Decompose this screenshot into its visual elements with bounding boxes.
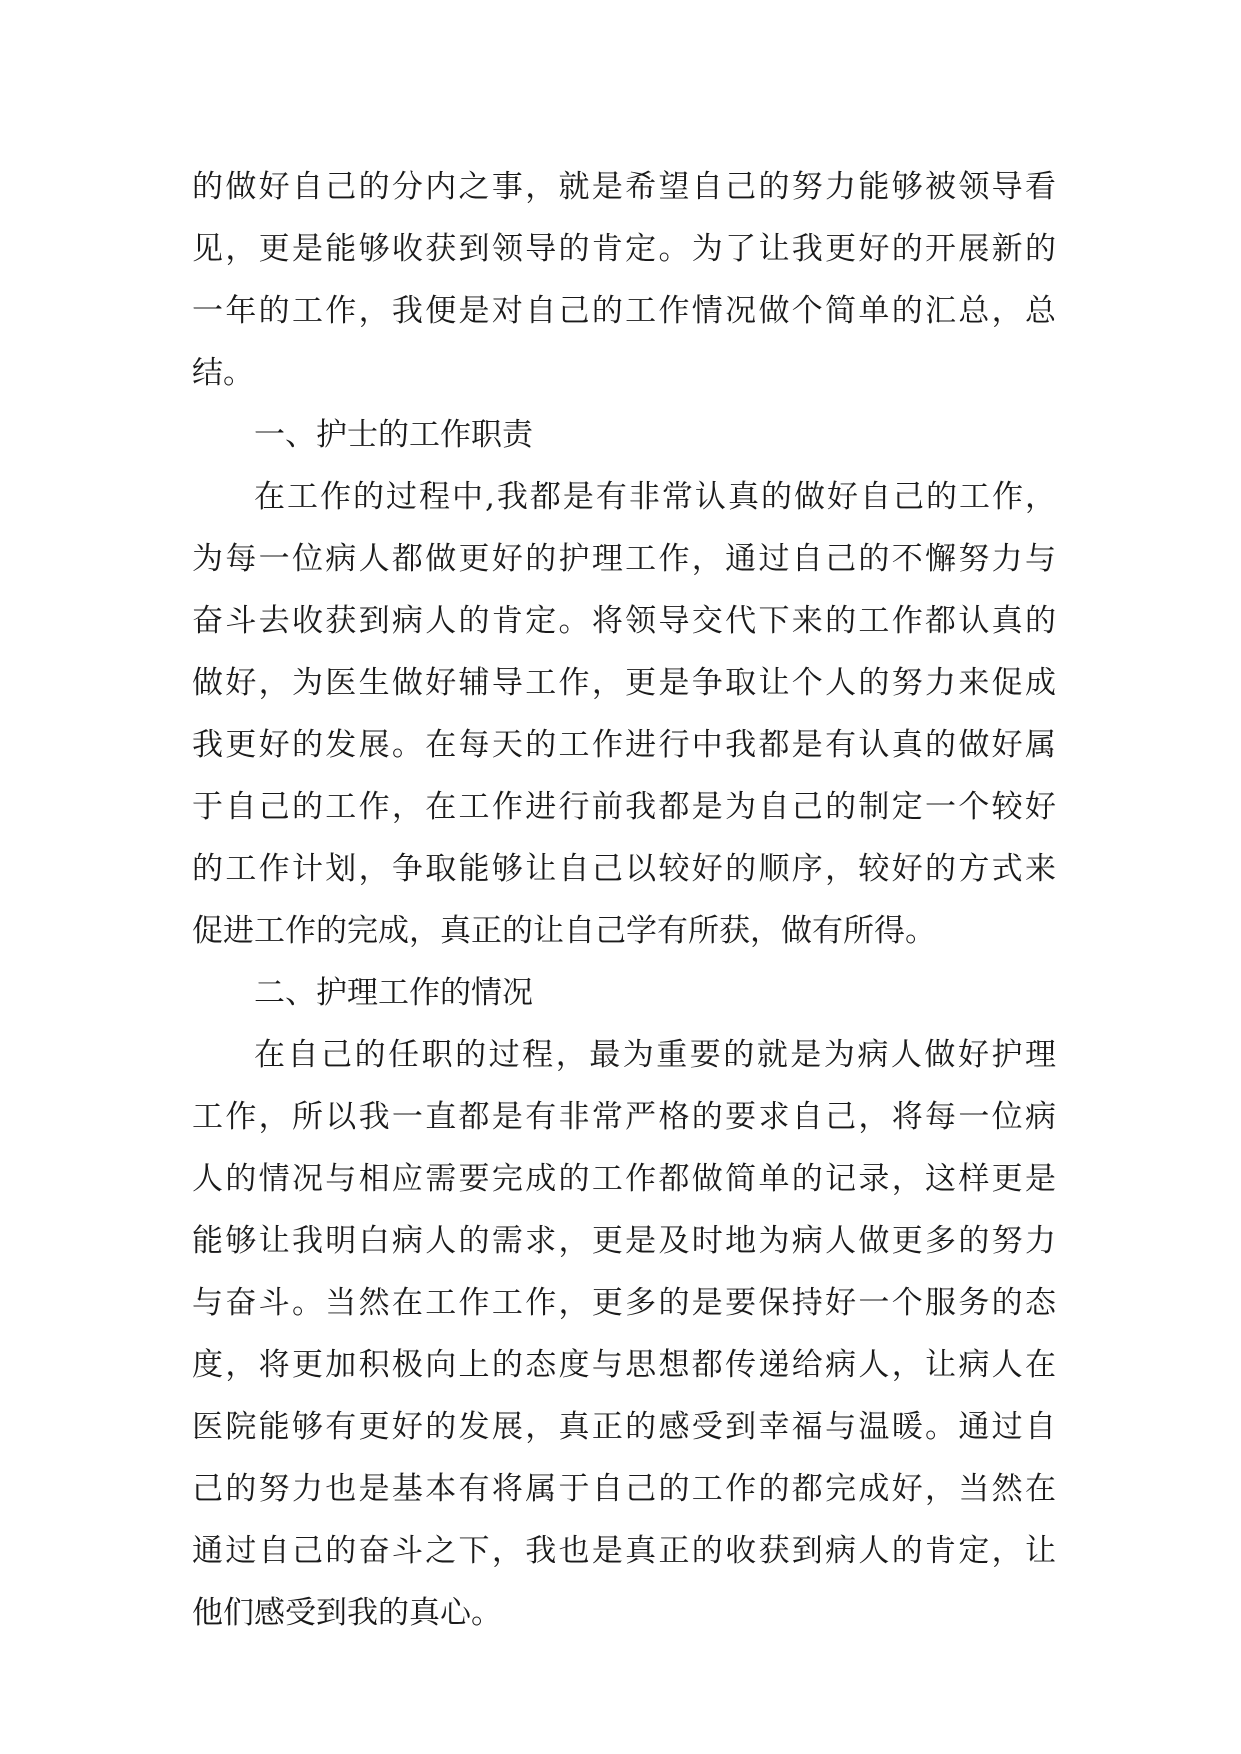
section-heading: 二、护理工作的情况 [254, 975, 533, 1011]
text-line: 与奋斗。当然在工作工作，更多的是要保持好一个服务的态 [192, 1285, 1059, 1321]
text-line: 于自己的工作，在工作进行前我都是为自己的制定一个较好 [192, 789, 1059, 825]
text-line: 见，更是能够收获到领导的肯定。为了让我更好的开展新的 [192, 231, 1059, 267]
text-line: 做好，为医生做好辅导工作，更是争取让个人的努力来促成 [192, 665, 1059, 701]
text-line: 我更好的发展。在每天的工作进行中我都是有认真的做好属 [192, 727, 1059, 763]
text-line: 为每一位病人都做更好的护理工作，通过自己的不懈努力与 [192, 541, 1059, 577]
text-line: 通过自己的奋斗之下，我也是真正的收获到病人的肯定，让 [192, 1533, 1059, 1569]
text-line: 工作，所以我一直都是有非常严格的要求自己，将每一位病 [192, 1099, 1059, 1135]
text-line: 度，将更加积极向上的态度与思想都传递给病人，让病人在 [192, 1347, 1059, 1383]
text-line: 促进工作的完成，真正的让自己学有所获，做有所得。 [192, 913, 936, 949]
document-body [192, 156, 1059, 1644]
text-line: 他们感受到我的真心。 [192, 1595, 502, 1631]
text-line: 的做好自己的分内之事，就是希望自己的努力能够被领导看 [192, 169, 1059, 205]
text-line: 能够让我明白病人的需求，更是及时地为病人做更多的努力 [192, 1223, 1059, 1259]
text-line: 在自己的任职的过程，最为重要的就是为病人做好护理 [254, 1037, 1059, 1073]
section-heading: 一、护士的工作职责 [254, 417, 533, 453]
text-line: 一年的工作，我便是对自己的工作情况做个简单的汇总，总 [192, 293, 1059, 329]
text-line: 的工作计划，争取能够让自己以较好的顺序，较好的方式来 [192, 851, 1059, 887]
text-line: 在工作的过程中,我都是有非常认真的做好自己的工作， [254, 479, 1058, 515]
text-line: 结。 [192, 355, 254, 391]
text-line: 己的努力也是基本有将属于自己的工作的都完成好，当然在 [192, 1471, 1059, 1507]
text-line: 医院能够有更好的发展，真正的感受到幸福与温暖。通过自 [192, 1409, 1059, 1445]
text-line: 奋斗去收获到病人的肯定。将领导交代下来的工作都认真的 [192, 603, 1059, 639]
text-line: 人的情况与相应需要完成的工作都做简单的记录，这样更是 [192, 1161, 1059, 1197]
